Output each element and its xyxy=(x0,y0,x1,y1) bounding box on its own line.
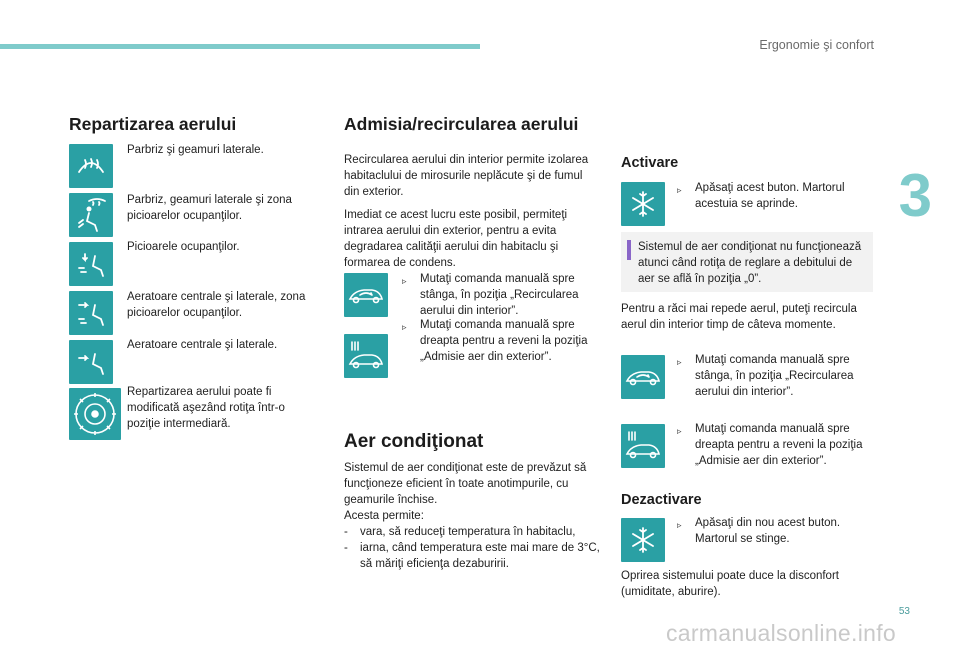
bullet-icon: ▹ xyxy=(402,276,407,286)
intake-step-recirculation-text: Mutaţi comanda manuală spre stânga, în poziţia „Recircularea aerului din interior”. xyxy=(420,273,579,317)
vents-feet-icon xyxy=(69,291,113,335)
vents-icon xyxy=(69,340,113,384)
bullet-icon: ▹ xyxy=(677,185,682,195)
watermark: carmanualsonline.info xyxy=(665,620,896,646)
list-item: - iarna, când temperatura este mai mare de 3°C, să măriţi eficienţa dezaburirii. xyxy=(344,540,600,572)
info-box xyxy=(621,232,873,292)
intake-title: Admisia/recircularea aerului xyxy=(344,114,579,134)
header-accent-bar xyxy=(0,44,480,49)
recirculation-icon xyxy=(621,355,665,399)
bullet-icon: ▹ xyxy=(677,520,682,530)
intake-paragraph-1: Recircularea aerului din interior permite izolarea habitaclului de mirosurile neplăcute şi de fumul din exterior. xyxy=(344,154,589,198)
recirculation-icon xyxy=(344,273,388,317)
exterior-air-icon xyxy=(344,334,388,378)
deactivation-title: Dezactivare xyxy=(621,492,702,508)
air-distribution-title: Repartizarea aerului xyxy=(69,114,237,134)
feet-airflow-icon xyxy=(69,242,113,286)
distribution-dial-icon xyxy=(69,388,121,440)
page-number: 53 xyxy=(898,606,910,617)
ac-snowflake-icon xyxy=(621,182,665,226)
deactivation-step xyxy=(677,515,867,547)
activation-paragraph: Pentru a răci mai repede aerul, puteţi recircula aerul din interior timp de câteva momente. xyxy=(621,303,857,331)
ac-allows: Acesta permite: xyxy=(344,510,424,522)
activation-step-text: Apăsaţi acest buton. Martorul acestuia se aprinde. xyxy=(695,182,845,210)
activation-step xyxy=(677,180,867,212)
info-icon xyxy=(627,240,631,260)
exterior-air-icon xyxy=(621,424,665,468)
air-distribution-item-6: Repartizarea aerului poate fi modificată aşezând rotiţa într-o poziţie intermediară. xyxy=(127,386,285,430)
air-distribution-item-1: Parbriz şi geamuri laterale. xyxy=(127,144,264,156)
intake-paragraph-2: Imediat ce acest lucru este posibil, permiteţi intrarea aerului din exterior, pentru a evita degradarea calităţii aerului din habitaclu şi formarea de condens. xyxy=(344,209,568,269)
activation-step-exterior xyxy=(677,421,867,469)
ac-paragraph: Sistemul de aer condiţionat este de prevăzut să funcţioneze eficient în toate anotimpurile, cu geamurile închise. xyxy=(344,462,587,506)
list-item: - vara, să reduceţi temperatura în habitaclu, xyxy=(344,524,600,540)
activation-title: Activare xyxy=(621,155,679,171)
deactivation-paragraph: Oprirea sistemului poate duce la disconfort (umiditate, aburire). xyxy=(621,570,839,598)
ac-list xyxy=(344,524,600,572)
air-distribution-item-5: Aeratoare centrale şi laterale. xyxy=(127,339,278,351)
bullet-icon: ▹ xyxy=(677,357,682,367)
windscreen-defrost-icon xyxy=(69,144,113,188)
section-title: Ergonomie şi confort xyxy=(759,38,874,52)
info-text: Sistemul de aer condiţionat nu funcţionează atunci când rotiţa de reglare a debitului de aer se află în poziţia „0”. xyxy=(638,241,862,285)
air-distribution-item-3: Picioarele ocupanţilor. xyxy=(127,241,240,253)
windscreen-feet-icon xyxy=(69,193,113,237)
intake-step-recirculation xyxy=(402,271,598,319)
ac-title: Aer condiţionat xyxy=(344,431,484,452)
chapter-number: 3 xyxy=(898,162,932,229)
air-distribution-item-2: Parbriz, geamuri laterale şi zona picioarelor ocupanţilor. xyxy=(127,194,292,222)
activation-step-exterior-text: Mutaţi comanda manuală spre dreapta pentru a reveni la poziţia „Admisie aer din exterior”. xyxy=(695,423,863,467)
bullet-icon: ▹ xyxy=(402,322,407,332)
intake-step-exterior xyxy=(402,317,598,365)
deactivation-step-text: Apăsaţi din nou acest buton. Martorul se stinge. xyxy=(695,517,841,545)
activation-step-recirculation-text: Mutaţi comanda manuală spre stânga, în poziţia „Recircularea aerului din interior”. xyxy=(695,354,854,398)
activation-step-recirculation xyxy=(677,352,867,400)
bullet-icon: ▹ xyxy=(677,426,682,436)
ac-snowflake-icon xyxy=(621,518,665,562)
air-distribution-item-4: Aeratoare centrale şi laterale, zona picioarelor ocupanţilor. xyxy=(127,291,306,319)
intake-step-exterior-text: Mutaţi comanda manuală spre dreapta pentru a reveni la poziţia „Admisie aer din exterior”. xyxy=(420,319,588,363)
